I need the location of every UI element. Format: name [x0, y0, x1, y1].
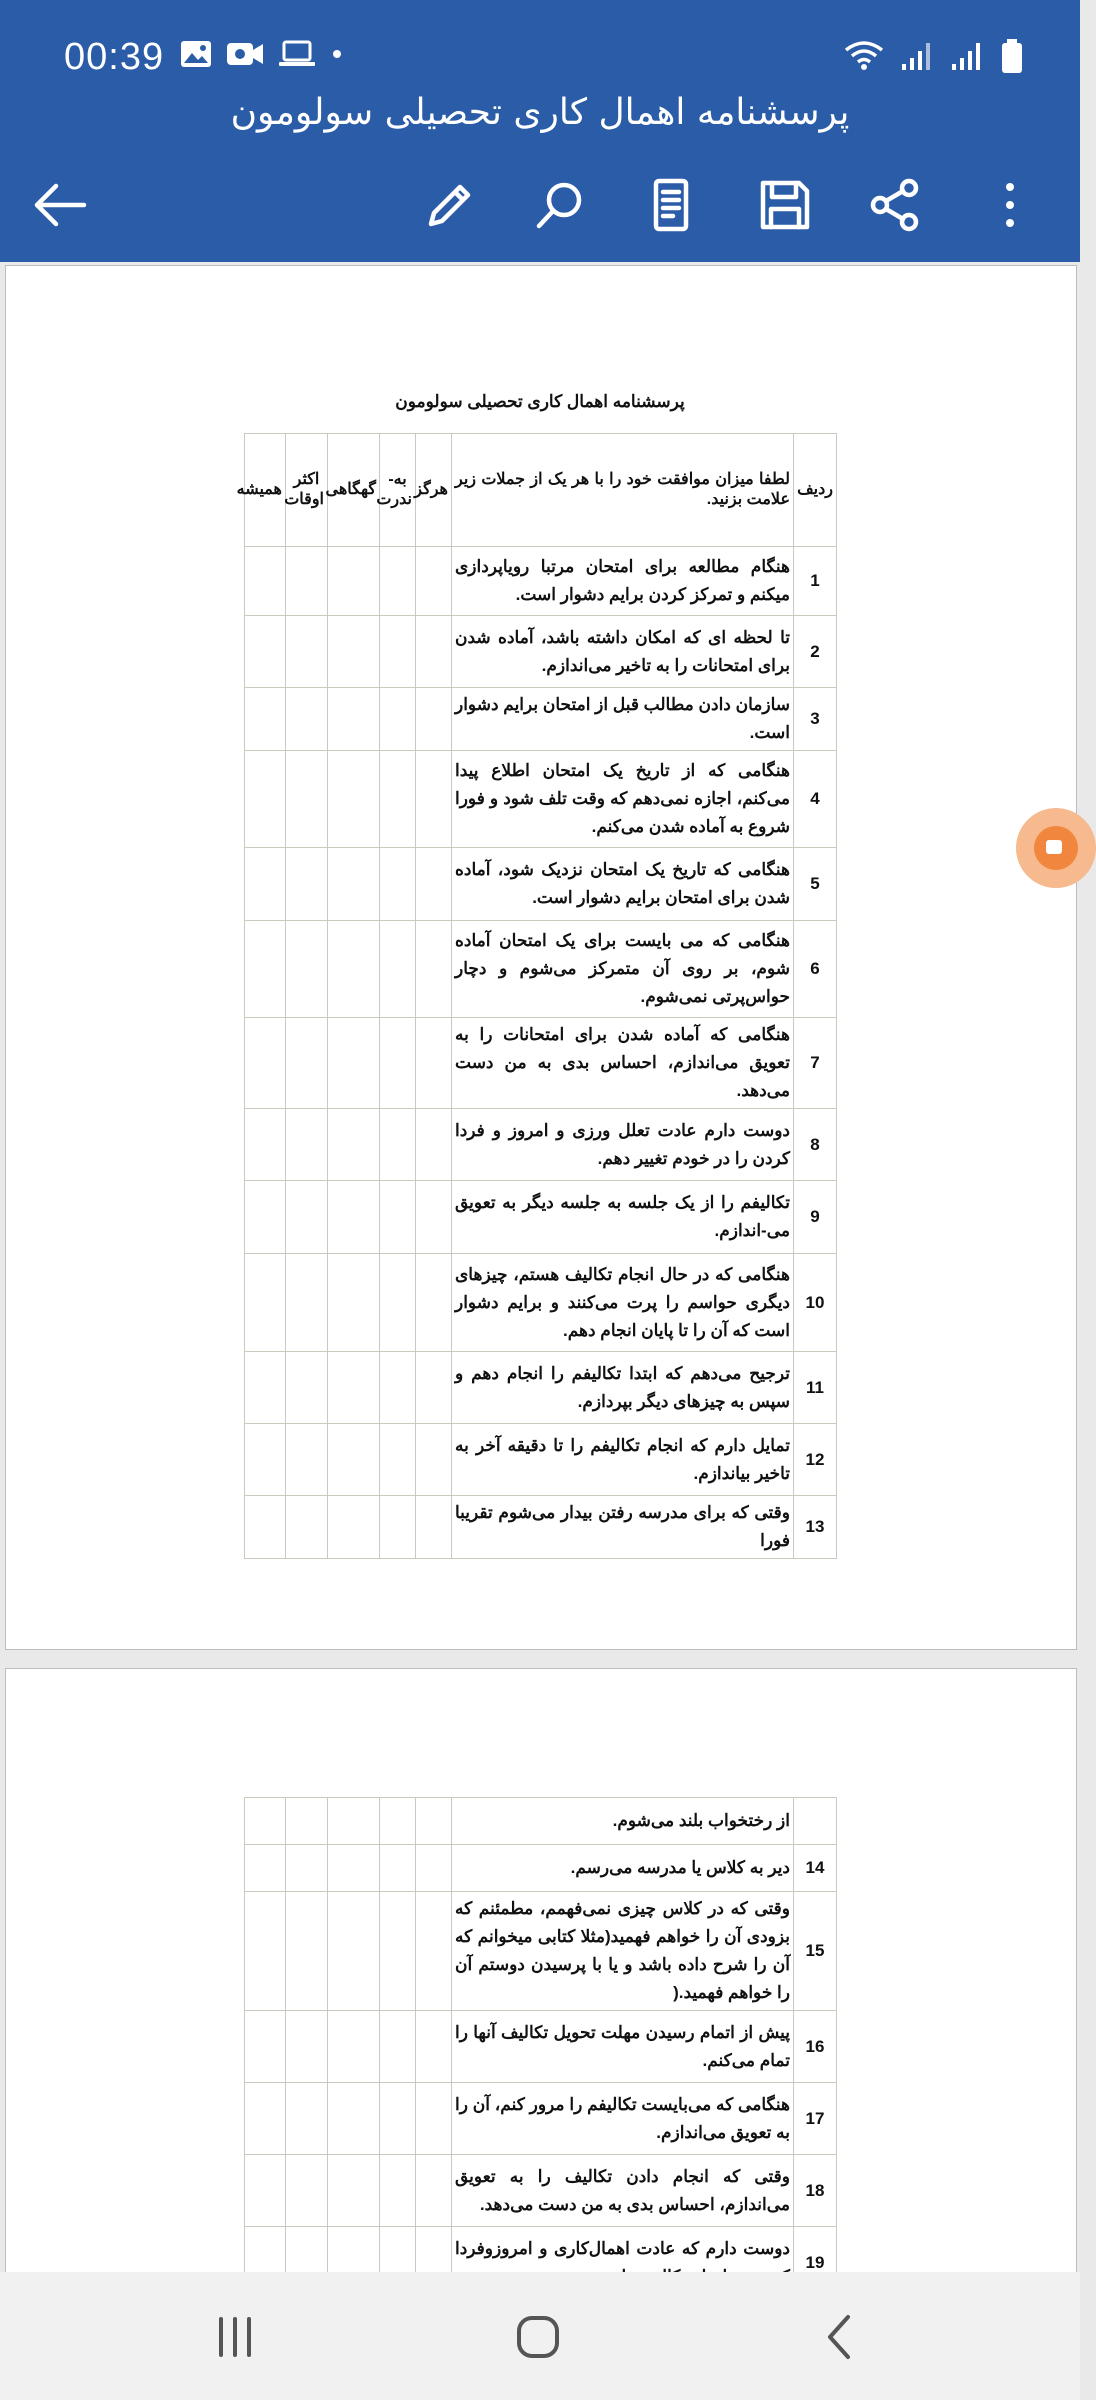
answer-cell-never[interactable] — [416, 688, 452, 751]
signal-icon — [950, 40, 984, 72]
table-row — [245, 1109, 837, 1181]
table-row — [245, 2011, 837, 2083]
answer-cell-rarely[interactable] — [380, 1845, 416, 1892]
answer-cell-sometimes[interactable] — [328, 751, 380, 848]
answer-cell-rarely[interactable] — [380, 751, 416, 848]
answer-cell-never[interactable] — [416, 616, 452, 688]
answer-cell-sometimes[interactable] — [328, 1496, 380, 1559]
statement-cell: تمایل دارم که انجام تکالیفم را تا دقیقه آخر به تاخیر بیاندازم. — [452, 1424, 794, 1496]
document-title: پرسشنامه اهمال کاری تحصیلی سولومون — [230, 92, 850, 133]
toolbar — [0, 170, 1080, 240]
statement-cell: پیش از اتمام رسیدن مهلت تحویل تکالیف آنها را تمام می‌کنم. — [452, 2011, 794, 2083]
answer-cell-sometimes[interactable] — [328, 1254, 380, 1352]
statement-cell: وقتی که در کلاس چیزی نمی‌فهمم، مطمئنم که بزودی آن را خواهم فهمید(مثلا کتابی میخوانم که آن را شرح داده باشد و یا با پرسیدن دوستم آن را خواهم فهمید.( — [452, 1892, 794, 2011]
statement-cell: هنگامی که تاریخ یک امتحان نزدیک شود، آماده شدن برای امتحان برایم دشوار است. — [452, 848, 794, 921]
answer-cell-never[interactable] — [416, 751, 452, 848]
back-nav-button[interactable] — [800, 2302, 880, 2372]
home-button[interactable] — [498, 2302, 578, 2372]
statement-cell: وقتی که انجام دادن تکالیف را به تعویق می‌اندازم، احساس بدی به من دست می‌دهد. — [452, 2155, 794, 2227]
statement-cell: دوست دارم عادت تعلل ورزی و امروز و فردا کردن را در خودم تغییر دهم. — [452, 1109, 794, 1181]
answer-cell-rarely[interactable] — [380, 1352, 416, 1424]
answer-cell-always[interactable] — [245, 2083, 286, 2155]
table-row — [245, 1845, 837, 1892]
answer-cell-often[interactable] — [286, 1109, 328, 1181]
answer-cell-never[interactable] — [416, 1845, 452, 1892]
row-number: 10 — [794, 1254, 837, 1352]
table-row — [245, 547, 837, 616]
edit-button[interactable] — [415, 170, 485, 240]
header-statement: لطفا میزان موافقت خود را با هر یک از جملات زیر علامت بزنید. — [452, 434, 794, 547]
answer-cell-rarely[interactable] — [380, 547, 416, 616]
answer-cell-often[interactable] — [286, 1496, 328, 1559]
answer-cell-rarely[interactable] — [380, 2155, 416, 2227]
answer-cell-always[interactable] — [245, 1181, 286, 1254]
answer-cell-never[interactable] — [416, 1892, 452, 2011]
answer-cell-always[interactable] — [245, 2155, 286, 2227]
header-often: اکثر اوقات — [286, 434, 328, 547]
back-button[interactable] — [25, 170, 95, 240]
video-icon — [1034, 826, 1078, 870]
table-row — [245, 1352, 837, 1424]
questionnaire-table-continued — [244, 1797, 837, 2299]
answer-cell-always[interactable] — [245, 1798, 286, 1845]
row-number: 18 — [794, 2155, 837, 2227]
answer-cell-never[interactable] — [416, 1424, 452, 1496]
statement-cell: دوست دارم که عادت اهمال‌کاری و امروزوفردا — [452, 2227, 794, 2299]
table-row — [245, 1892, 837, 2011]
answer-cell-often[interactable] — [286, 2011, 328, 2083]
page-heading: پرسشنامه اهمال کاری تحصیلی سولومون — [395, 392, 685, 411]
more-button[interactable] — [975, 170, 1045, 240]
back-nav-icon — [822, 2313, 858, 2361]
answer-cell-sometimes[interactable] — [328, 2155, 380, 2227]
header-always: همیشه — [245, 434, 286, 547]
row-number: 8 — [794, 1109, 837, 1181]
app-bar — [0, 0, 1080, 262]
reading-view-button[interactable] — [636, 170, 706, 240]
answer-cell-rarely[interactable] — [380, 2011, 416, 2083]
answer-cell-sometimes[interactable] — [328, 1892, 380, 2011]
answer-cell-often[interactable] — [286, 1798, 328, 1845]
table-row — [245, 1496, 837, 1559]
statement-cell: دیر به کلاس یا مدرسه می‌رسم. — [452, 1845, 794, 1892]
save-button[interactable] — [750, 170, 820, 240]
back-icon — [32, 182, 88, 228]
signal-icon — [900, 40, 934, 72]
answer-cell-sometimes[interactable] — [328, 1109, 380, 1181]
status-time: 00:39 — [64, 36, 165, 78]
answer-cell-rarely[interactable] — [380, 1254, 416, 1352]
answer-cell-sometimes[interactable] — [328, 921, 380, 1018]
row-number: 7 — [794, 1018, 837, 1109]
answer-cell-often[interactable] — [286, 751, 328, 848]
answer-cell-never[interactable] — [416, 1181, 452, 1254]
save-icon — [759, 179, 811, 231]
row-number: 19 — [794, 2227, 837, 2299]
answer-cell-never[interactable] — [416, 1254, 452, 1352]
answer-cell-rarely[interactable] — [380, 1109, 416, 1181]
table-row — [245, 1181, 837, 1254]
answer-cell-never[interactable] — [416, 1352, 452, 1424]
answer-cell-never[interactable] — [416, 1496, 452, 1559]
answer-cell-always[interactable] — [245, 921, 286, 1018]
statement-cell: از رختخواب بلند می‌شوم. — [452, 1798, 794, 1845]
row-number — [794, 1798, 837, 1845]
answer-cell-often[interactable] — [286, 547, 328, 616]
wifi-icon — [844, 40, 884, 72]
answer-cell-always[interactable] — [245, 1109, 286, 1181]
answer-cell-often[interactable] — [286, 2155, 328, 2227]
answer-cell-rarely[interactable] — [380, 1496, 416, 1559]
header-never: هرگز — [416, 434, 452, 547]
navigation-bar — [0, 2272, 1080, 2400]
table-row — [245, 2083, 837, 2155]
statement-cell: تا لحظه ای که امکان داشته باشد، آماده شدن برای امتحانات را به تاخیر می‌اندازم. — [452, 616, 794, 688]
home-icon — [514, 2313, 562, 2361]
answer-cell-always[interactable] — [245, 1892, 286, 2011]
row-number: 9 — [794, 1181, 837, 1254]
answer-cell-always[interactable] — [245, 1496, 286, 1559]
answer-cell-often[interactable] — [286, 688, 328, 751]
answer-cell-never[interactable] — [416, 2011, 452, 2083]
search-button[interactable] — [525, 170, 595, 240]
answer-cell-always[interactable] — [245, 751, 286, 848]
battery-icon — [1000, 38, 1024, 74]
table-row — [245, 1424, 837, 1496]
answer-cell-always[interactable] — [245, 848, 286, 921]
statement-cell: وقتی که برای مدرسه رفتن بیدار می‌شوم تقریبا فورا — [452, 1496, 794, 1559]
recent-apps-button[interactable] — [195, 2302, 275, 2372]
answer-cell-sometimes[interactable] — [328, 2083, 380, 2155]
answer-cell-always[interactable] — [245, 1018, 286, 1109]
table-row — [245, 751, 837, 848]
answer-cell-often[interactable] — [286, 2083, 328, 2155]
statement-cell: هنگام مطالعه برای امتحان مرتبا رویاپردازی میکنم و تمرکز کردن برایم دشوار است. — [452, 547, 794, 616]
edit-icon — [425, 180, 475, 230]
dot-icon — [330, 47, 344, 61]
answer-cell-never[interactable] — [416, 2155, 452, 2227]
answer-cell-rarely[interactable] — [380, 1798, 416, 1845]
row-number: 17 — [794, 2083, 837, 2155]
row-number: 14 — [794, 1845, 837, 1892]
row-number: 4 — [794, 751, 837, 848]
answer-cell-never[interactable] — [416, 1018, 452, 1109]
answer-cell-rarely[interactable] — [380, 1018, 416, 1109]
row-number: 6 — [794, 921, 837, 1018]
statement-cell: هنگامی که از تاریخ یک امتحان اطلاع پیدا می‌کنم، اجازه نمی‌دهم که وقت تلف شود و فورا شروع به آماده شدن می‌کنم. — [452, 751, 794, 848]
answer-cell-sometimes[interactable] — [328, 2011, 380, 2083]
row-number: 12 — [794, 1424, 837, 1496]
reading-view-icon — [651, 178, 691, 232]
statement-cell: تکالیفم را از یک جلسه به جلسه دیگر به تعویق می-اندازم. — [452, 1181, 794, 1254]
answer-cell-rarely[interactable] — [380, 2083, 416, 2155]
table-row — [245, 2155, 837, 2227]
video-icon — [226, 40, 264, 68]
recent-apps-icon — [213, 2315, 257, 2359]
table-row — [245, 1798, 837, 1845]
row-number: 16 — [794, 2011, 837, 2083]
answer-cell-always[interactable] — [245, 2011, 286, 2083]
answer-cell-always[interactable] — [245, 1845, 286, 1892]
answer-cell-rarely[interactable] — [380, 688, 416, 751]
answer-cell-rarely[interactable] — [380, 1892, 416, 2011]
questionnaire-table — [236, 433, 837, 1559]
answer-cell-always[interactable] — [245, 1254, 286, 1352]
answer-cell-always[interactable] — [245, 1424, 286, 1496]
answer-cell-sometimes[interactable] — [328, 848, 380, 921]
answer-cell-never[interactable] — [416, 2083, 452, 2155]
header-rarely: به-ندرت — [380, 434, 416, 547]
row-number: 11 — [794, 1352, 837, 1424]
notification-icons — [180, 40, 344, 68]
answer-cell-rarely[interactable] — [380, 1181, 416, 1254]
table-row — [245, 616, 837, 688]
row-number: 3 — [794, 688, 837, 751]
statement-cell: ترجیح می‌دهم که ابتدا تکالیفم را انجام دهم و سپس به چیزهای دیگر بپردازم. — [452, 1352, 794, 1424]
answer-cell-always[interactable] — [245, 688, 286, 751]
answer-cell-sometimes[interactable] — [328, 1798, 380, 1845]
image-icon — [180, 40, 212, 68]
answer-cell-often[interactable] — [286, 1424, 328, 1496]
statement-cell: سازمان دادن مطالب قبل از امتحان برایم دشوار است. — [452, 688, 794, 751]
status-bar — [0, 0, 1080, 90]
answer-cell-often[interactable] — [286, 1018, 328, 1109]
statement-cell: هنگامی که می بایست برای یک امتحان آماده شوم، بر روی آن متمرکز می‌شوم و دچار حواس‌پرتی نمی‌شوم. — [452, 921, 794, 1018]
statement-cell: هنگامی که آماده شدن برای امتحانات را به تعویق می‌اندازم، احساس بدی به من دست می‌دهد. — [452, 1018, 794, 1109]
answer-cell-sometimes[interactable] — [328, 547, 380, 616]
row-number: 15 — [794, 1892, 837, 2011]
answer-cell-often[interactable] — [286, 616, 328, 688]
answer-cell-rarely[interactable] — [380, 1424, 416, 1496]
more-icon — [1000, 180, 1020, 230]
answer-cell-sometimes[interactable] — [328, 616, 380, 688]
answer-cell-never[interactable] — [416, 1798, 452, 1845]
header-sometimes: گهگاهی — [328, 434, 380, 547]
answer-cell-often[interactable] — [286, 1352, 328, 1424]
answer-cell-never[interactable] — [416, 1109, 452, 1181]
answer-cell-rarely[interactable] — [380, 616, 416, 688]
row-number: 13 — [794, 1496, 837, 1559]
answer-cell-often[interactable] — [286, 1181, 328, 1254]
floating-record-button[interactable] — [1016, 808, 1096, 888]
table-row — [245, 1254, 837, 1352]
row-number: 1 — [794, 547, 837, 616]
table-row — [245, 848, 837, 921]
answer-cell-never[interactable] — [416, 848, 452, 921]
answer-cell-sometimes[interactable] — [328, 1181, 380, 1254]
header-row-number: ردیف — [794, 434, 837, 547]
row-number: 2 — [794, 616, 837, 688]
answer-cell-rarely[interactable] — [380, 921, 416, 1018]
statement-cell: هنگامی که می‌بایست تکالیفم را مرور کنم، آن را به تعویق می‌اندازم. — [452, 2083, 794, 2155]
table-header-row — [245, 434, 837, 547]
table-row — [245, 1018, 837, 1109]
table-row — [245, 688, 837, 751]
answer-cell-always[interactable] — [245, 1352, 286, 1424]
answer-cell-often[interactable] — [286, 1892, 328, 2011]
answer-cell-rarely[interactable] — [380, 848, 416, 921]
answer-cell-sometimes[interactable] — [328, 1424, 380, 1496]
statement-cell: هنگامی که در حال انجام تکالیف هستم، چیزهای دیگری حواسم را پرت می‌کنند و برایم دشوار است که آن را تا پایان انجام دهم. — [452, 1254, 794, 1352]
answer-cell-sometimes[interactable] — [328, 688, 380, 751]
answer-cell-sometimes[interactable] — [328, 1845, 380, 1892]
answer-cell-often[interactable] — [286, 1254, 328, 1352]
share-icon — [869, 178, 921, 232]
laptop-icon — [278, 40, 316, 68]
search-icon — [534, 179, 586, 231]
system-icons — [844, 38, 1024, 74]
answer-cell-always[interactable] — [245, 547, 286, 616]
answer-cell-sometimes[interactable] — [328, 1018, 380, 1109]
table-row — [245, 921, 837, 1018]
answer-cell-never[interactable] — [416, 547, 452, 616]
answer-cell-never[interactable] — [416, 921, 452, 1018]
answer-cell-often[interactable] — [286, 921, 328, 1018]
answer-cell-always[interactable] — [245, 616, 286, 688]
row-number: 5 — [794, 848, 837, 921]
answer-cell-often[interactable] — [286, 848, 328, 921]
answer-cell-sometimes[interactable] — [328, 1352, 380, 1424]
answer-cell-often[interactable] — [286, 1845, 328, 1892]
share-button[interactable] — [860, 170, 930, 240]
